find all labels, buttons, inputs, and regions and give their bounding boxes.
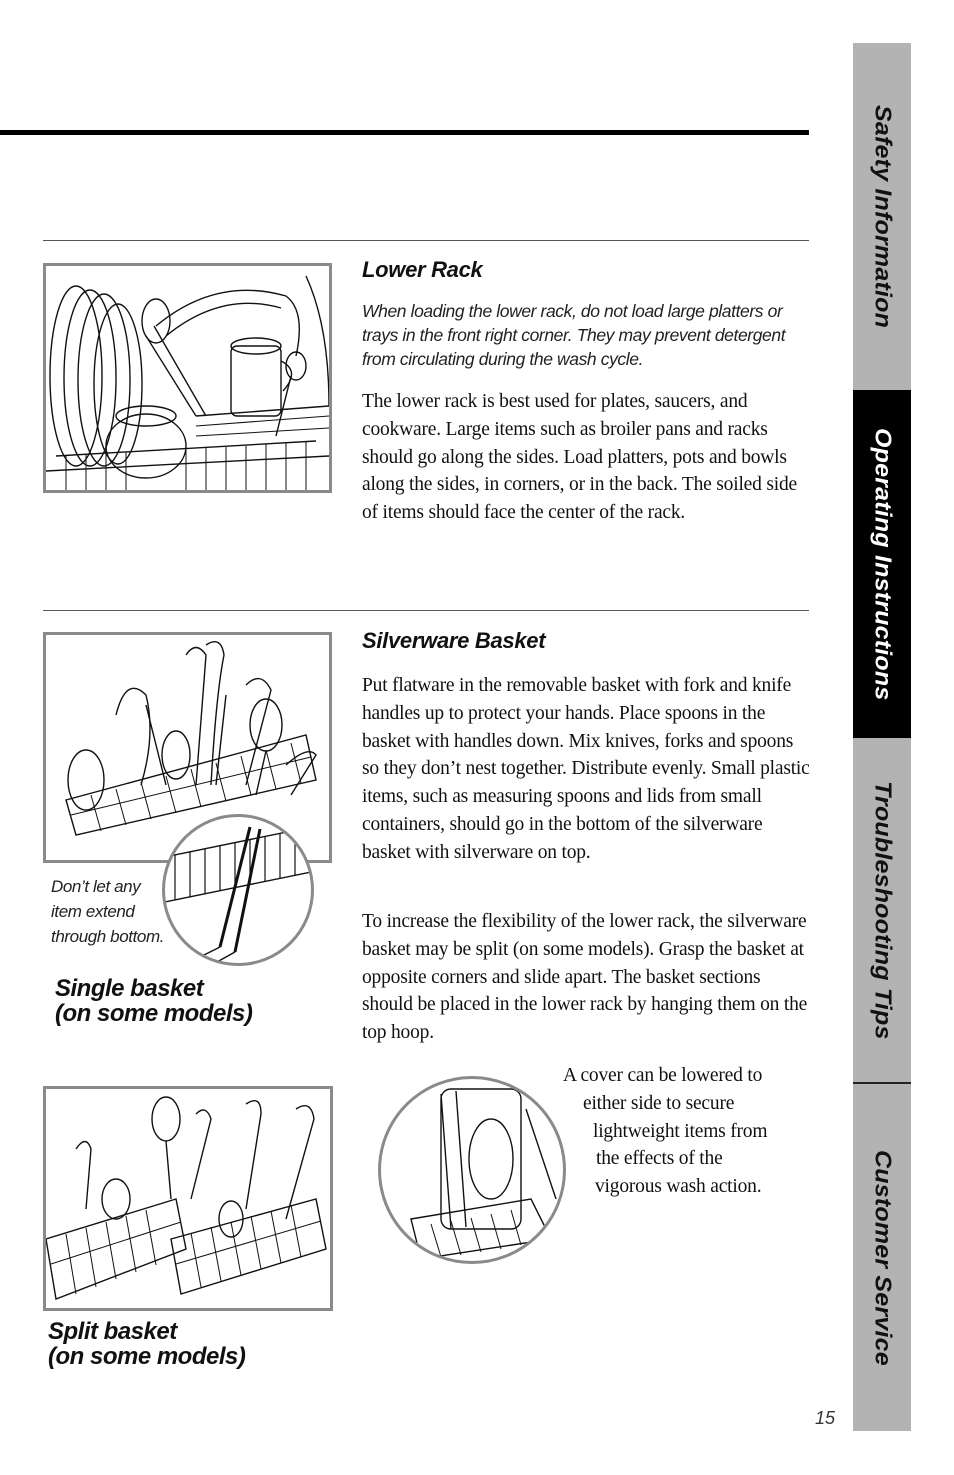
single-basket-illustration [43,632,332,863]
tab-operating-instructions[interactable] [853,390,911,738]
single-basket-caption [55,976,252,1026]
tab-label: Safety Information [869,104,896,329]
silverware-paragraph-1: Put flatware in the removable basket with fork and knife handles up to protect your hands. Place spoons in the basket with handles down. Mix knives, forks and spoons so they don’t nest together. Distribute evenly. Small plastic items, such as measuring spoons and lids from small containers, should go in the bottom of the silverware basket with silverware on top. [362,675,810,863]
tab-troubleshooting-tips[interactable] [853,738,911,1083]
caption-line: Single basket [55,975,204,1002]
split-basket-caption [48,1319,245,1369]
caption-line: (on some models) [48,1343,246,1370]
tab-label: Customer Service [869,1149,896,1366]
caption-line: through bottom. [51,927,165,946]
cover-note-line: the effects of the [596,1148,723,1170]
cover-note-line: lightweight items from [593,1120,768,1142]
cover-note-line: either side to secure [583,1092,735,1114]
cover-note [563,1062,767,1201]
split-basket-illustration [43,1086,333,1311]
cover-note-line: vigorous wash action. [595,1176,762,1198]
caption-line: Don’t let any [51,877,141,896]
caption-line: item extend [51,902,135,921]
bottom-detail-magnifier [162,814,314,966]
lower-rack-body: The lower rack is best used for plates, saucers, and cookware. Large items such as broiler pans and racks should go along the sides. Load platters, pots and bowls along the sides, in corners, or in the back. The soiled side of items should face the center of the rack. [362,391,797,524]
lower-rack-note: When loading the lower rack, do not load large platters or trays in the front right corner. They may prevent detergent from circulating during the wash cycle. [362,301,786,369]
lower-rack-illustration [43,263,332,493]
top-rule [0,130,809,135]
bottom-warning-caption [51,874,164,949]
lower-rack-heading: Lower Rack [362,257,483,282]
caption-line: Split basket [48,1318,177,1345]
tab-customer-service[interactable] [853,1084,911,1431]
tab-safety-information[interactable] [853,43,911,390]
tab-label: Operating Instructions [869,427,896,701]
cover-detail-illustration [378,1076,566,1264]
page-number: 15 [815,1408,836,1428]
silverware-paragraph-2: To increase the flexibility of the lower rack, the silverware basket may be split (on some models). Grasp the basket at opposite corners and slide apart. The basket sections should be placed in the lower rack by hanging them on the top hoop. [362,911,808,1044]
caption-line: (on some models) [55,1000,253,1027]
tab-label: Troubleshooting Tips [869,781,896,1040]
cover-note-line: A cover can be lowered to [563,1065,763,1086]
silverware-heading: Silverware Basket [362,628,546,653]
section-divider [43,610,809,611]
section-divider [43,240,809,241]
